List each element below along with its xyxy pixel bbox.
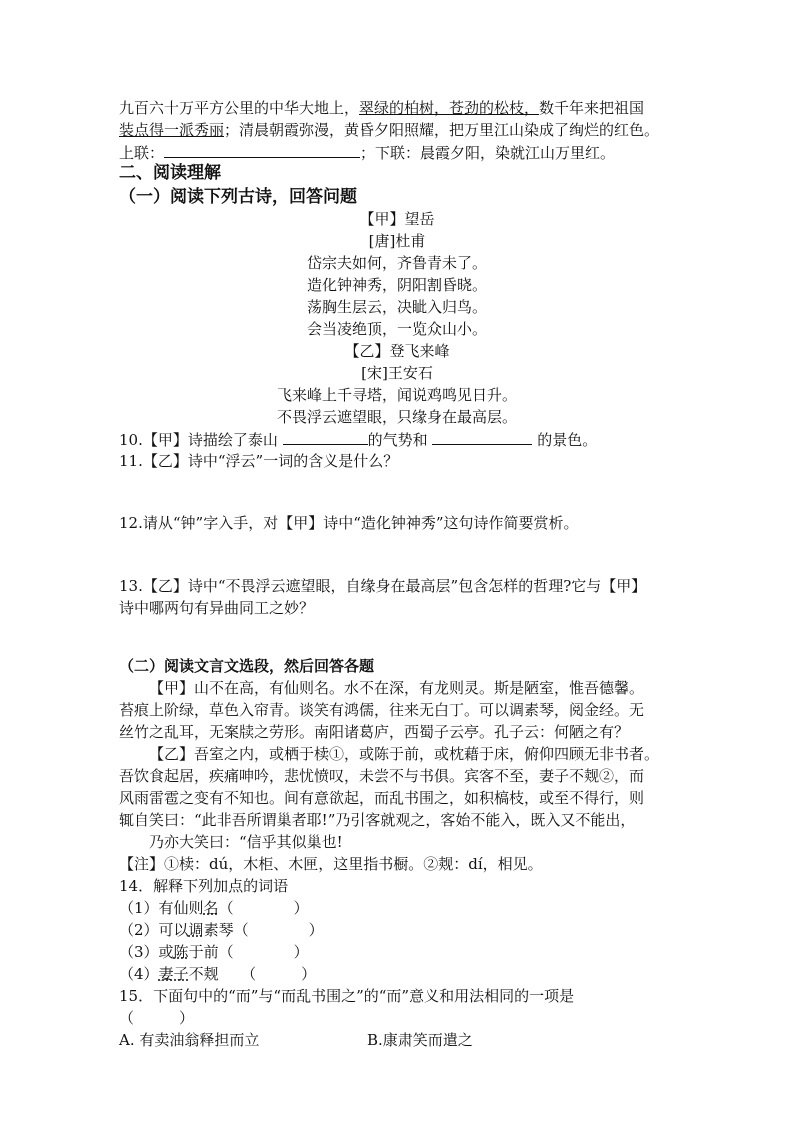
- q14-item: [119, 919, 324, 941]
- annotation-note: 【注】①椟：dú，木柜、木匣，这里指书橱。②觌：dí，相见。: [119, 855, 543, 873]
- intro-text: ；清晨朝霞弥漫，黄昏夕阳照耀，把万里江山染成了绚烂的红色。: [224, 121, 660, 139]
- poem2-title: 【乙】登飞来峰: [344, 342, 450, 360]
- dotted-word: 陈: [173, 943, 189, 961]
- question-14: 14．解释下列加点的词语: [119, 877, 289, 895]
- q14-item: [119, 963, 316, 985]
- q10-blank-2[interactable]: [432, 428, 532, 445]
- underlined-phrase: 翠绿的柏树，苍劲的松枝，: [359, 99, 540, 117]
- question-10: [119, 428, 597, 451]
- passage-a-line: 【甲】山不在高，有仙则名。水不在深，有龙则灵。斯是陋室，惟吾德馨。: [149, 679, 645, 697]
- q14-answer-slot[interactable]: 不觌 （ ）: [188, 965, 317, 983]
- q15-answer-paren[interactable]: （ ）: [119, 1009, 195, 1027]
- part-2-heading: （二）阅读文言文选段，然后回答各题: [119, 657, 375, 675]
- intro-text: 数千年来把祖国: [539, 99, 645, 117]
- q10-text: 10.【甲】诗描绘了泰山: [119, 431, 278, 449]
- couplet-answer-blank[interactable]: [164, 141, 360, 158]
- q10-blank-1[interactable]: [283, 428, 368, 445]
- upper-couplet-label: 上联：: [119, 144, 165, 162]
- q10-text: 的气势和: [367, 431, 428, 449]
- q14-item: [119, 941, 309, 963]
- lower-couplet: ；下联：晨霞夕阳，染就江山万里红。: [360, 144, 616, 162]
- q14-item: [119, 897, 309, 919]
- q14-item-text: （4）: [119, 965, 159, 983]
- poem1-line: 造化钟神秀，阴阳割昏晓。: [306, 276, 487, 294]
- passage-a-line: 苔痕上阶绿，草色入帘青。谈笑有鸿儒，往来无白丁。可以调素琴，阅金经。无: [119, 701, 645, 719]
- q14-item-text: （3）或: [119, 943, 174, 961]
- passage-b-line: 吾饮食起居，疾痛呻吟，悲忧愤叹，未尝不与书俱。宾客不至，妻子不觌②，而: [119, 767, 645, 785]
- poem2-line: 不畏浮云遮望眼，只缘身在最高层。: [276, 408, 517, 426]
- dotted-word: 名: [203, 899, 219, 917]
- poem1-line: 荡胸生层云，决眦入归鸟。: [306, 298, 487, 316]
- passage-b-line: 辄自笑曰：“此非吾所谓巢者耶!”乃引客就观之，客始不能入，既入又不能出，: [119, 811, 636, 829]
- q15-option-b[interactable]: B.康肃笑而遣之: [367, 1031, 473, 1049]
- intro-text: 九百六十万平方公里的中华大地上，: [119, 99, 360, 117]
- part-1-heading: （一）阅读下列古诗，回答问题: [119, 187, 357, 207]
- passage-b-line: 乃亦大笑曰：“信乎其似巢也!: [149, 833, 343, 851]
- section-2-title: 二、阅读理解: [119, 163, 221, 183]
- poem1-title: 【甲】望岳: [359, 210, 435, 228]
- question-13-line-2: 诗中哪两句有异曲同工之妙？: [119, 599, 315, 617]
- q14-answer-slot[interactable]: 于前（ ）: [188, 943, 309, 961]
- q14-item-text: （1）有仙则: [119, 899, 204, 917]
- passage-b-line: 【乙】吾室之内，或栖于椟①，或陈于前，或枕藉于床，俯仰四顾无非书者。: [149, 745, 660, 763]
- q14-item-text: （2）可以: [119, 921, 189, 939]
- dotted-word: 妻子: [158, 965, 189, 983]
- q15-option-a[interactable]: A. 有卖油翁释担而立: [119, 1031, 260, 1049]
- q10-text: 的景色。: [537, 431, 598, 449]
- poem2-line: 飞来峰上千寻塔，闻说鸡鸣见日升。: [276, 386, 517, 404]
- intro-line-1: [119, 97, 644, 119]
- intro-line-2: [119, 119, 659, 141]
- underlined-phrase: 装点得一派秀丽: [119, 121, 225, 139]
- q14-answer-slot[interactable]: 素琴（ ）: [203, 921, 324, 939]
- poem1-line: 岱宗夫如何，齐鲁青未了。: [306, 254, 487, 272]
- q14-answer-slot[interactable]: （ ）: [218, 899, 309, 917]
- poem1-author: [唐]杜甫: [368, 232, 426, 250]
- question-15: 15．下面句中的“而”与“而乱书围之”的“而”意义和用法相同的一项是: [119, 987, 575, 1005]
- poem1-line: 会当凌绝顶，一览众山小。: [306, 320, 487, 338]
- passage-a-line: 丝竹之乱耳，无案牍之劳形。南阳诸葛庐，西蜀子云亭。孔子云：何陋之有？: [119, 723, 630, 741]
- question-11: 11.【乙】诗中“浮云”一词的含义是什么？: [119, 452, 399, 470]
- intro-line-3: [119, 141, 615, 164]
- question-12: 12.请从“钟”字入手，对【甲】诗中“造化钟神秀”这句诗作简要赏析。: [119, 514, 579, 532]
- poem2-author: [宋]王安石: [361, 364, 433, 382]
- passage-b-line: 风雨雷雹之变有不知也。间有意欲起，而乱书围之，如积槁枝，或至不得行，则: [119, 789, 645, 807]
- dotted-word: 调: [188, 921, 204, 939]
- question-13-line-1: 13.【乙】诗中“不畏浮云遮望眼，自缘身在最高层”包含怎样的哲理?它与【甲】: [119, 577, 647, 595]
